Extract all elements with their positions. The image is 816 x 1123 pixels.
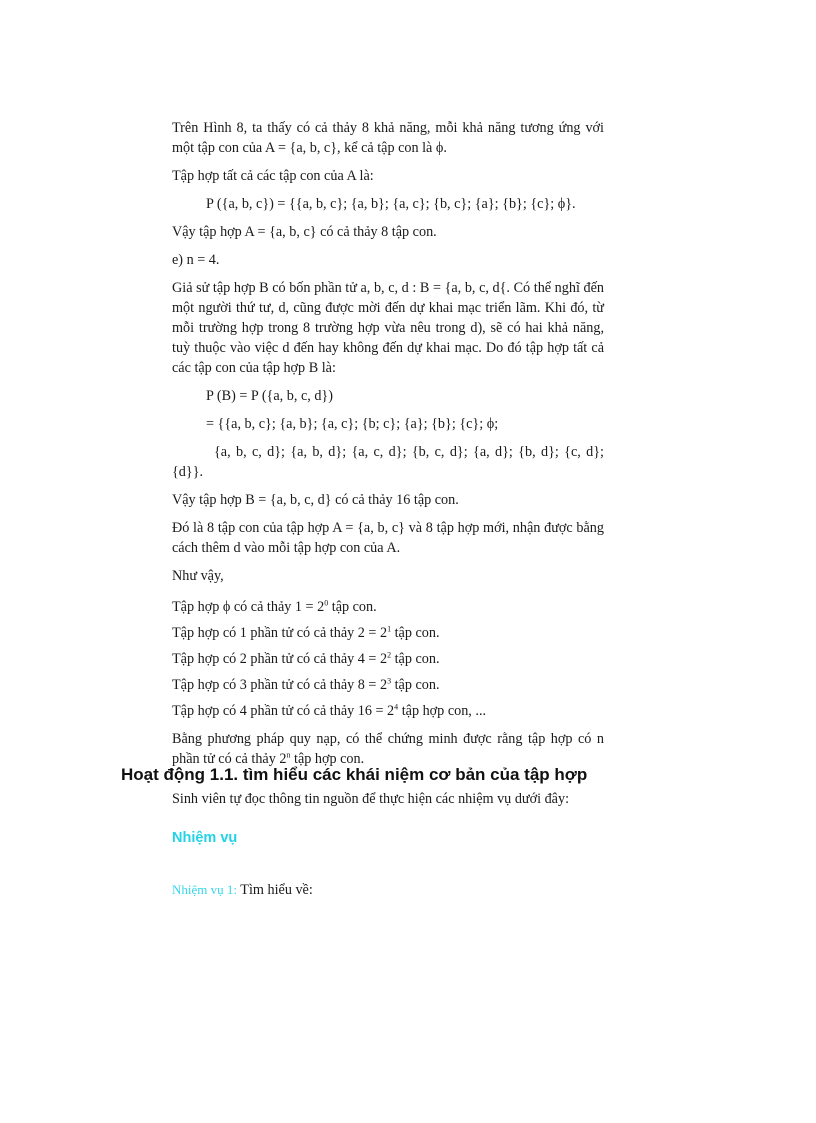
body-text-top xyxy=(172,118,604,769)
task-1 xyxy=(172,880,313,900)
paragraph-set-B: Giả sử tập hợp B có bốn phần tử a, b, c, d : B = {a, b, c, d{. Có thể nghĩ đến một người thứ tư, d, cũng được mời đến dự khai mạc triển lãm. Khi đó, từ mỗi trường hợp trong 8 trường hợp vừa nêu trong d), sẽ có hai khả năng, tuỳ thuộc vào việc d đến hay không đến dự khai mạc. Do đó tập hợp tất cả các tập con của tập hợp B là: xyxy=(172,280,604,376)
formula-PB-line2: = {{a, b, c}; {a, b}; {a, c}; {b; c}; {a}; {b}; {c}; ϕ; xyxy=(206,416,499,432)
formula-subsets-A: P ({a, b, c}) = {{a, b, c}; {a, b}; {a, c}; {b, c}; {a}; {b}; {c}; ϕ}. xyxy=(206,196,576,212)
task-1-text: Tìm hiểu về: xyxy=(237,882,313,898)
list-item-subsets-1: Tập hợp có 1 phần tử có cả thảy $2 = 2^1$ tập con. xyxy=(172,624,440,641)
paragraph-8-new-sets: Đó là 8 tập con của tập hợp A = {a, b, c} và 8 tập hợp mới, nhận được bằng cách thêm d vào mỗi tập hợp con của A. xyxy=(172,520,604,556)
section-heading: Hoạt động 1.1. tìm hiểu các khái niệm cơ bản của tập hợp xyxy=(121,765,588,784)
task-1-label: Nhiệm vụ 1: xyxy=(172,882,237,897)
tasks-heading: Nhiệm vụ xyxy=(172,830,238,846)
paragraph-A-has-8: Vậy tập hợp A = {a, b, c} có cả thảy 8 tập con. xyxy=(172,224,437,240)
section-intro: Sinh viên tự đọc thông tin nguồn để thực hiện các nhiệm vụ dưới đây: xyxy=(172,791,570,807)
paragraph-nhu-vay: Như vậy, xyxy=(172,568,224,584)
list-item-subsets-0: Tập hợp ϕ có cả thảy $1 = 2^0$ tập con. xyxy=(172,598,377,615)
paragraph-all-subsets-intro: Tập hợp tất cả các tập con của A là: xyxy=(172,168,374,184)
case-e: e) n = 4. xyxy=(172,252,220,268)
formula-PB-line3: {a, b, c, d}; {a, b, d}; {a, c, d}; {b, c, d}; {a, d}; {b, d}; {c, d}; {d}}. xyxy=(172,444,604,480)
list-item-subsets-2: Tập hợp có 2 phần tử có cả thảy $4 = 2^2$ tập con. xyxy=(172,650,440,667)
paragraph-hinh8: Trên Hình 8, ta thấy có cả thảy 8 khả năng, mỗi khả năng tương ứng với một tập con của A = {a, b, c}, kể cả tập con là ϕ. xyxy=(172,120,604,156)
paragraph-induction: Bằng phương pháp quy nạp, có thể chứng minh được rằng tập hợp có n phần tử có cả thảy 2$^n$ tập hợp con. xyxy=(172,731,604,767)
paragraph-B-has-16: Vậy tập hợp B = {a, b, c, d} có cả thảy 16 tập con. xyxy=(172,492,459,508)
list-item-subsets-4: Tập hợp có 4 phần tử có cả thảy $16 = 2^4$ tập hợp con, ... xyxy=(172,702,487,719)
formula-PB-line1: P (B) = P ({a, b, c, d}) xyxy=(206,388,333,404)
list-item-subsets-3: Tập hợp có 3 phần tử có cả thảy $8 = 2^3$ tập con. xyxy=(172,676,440,693)
